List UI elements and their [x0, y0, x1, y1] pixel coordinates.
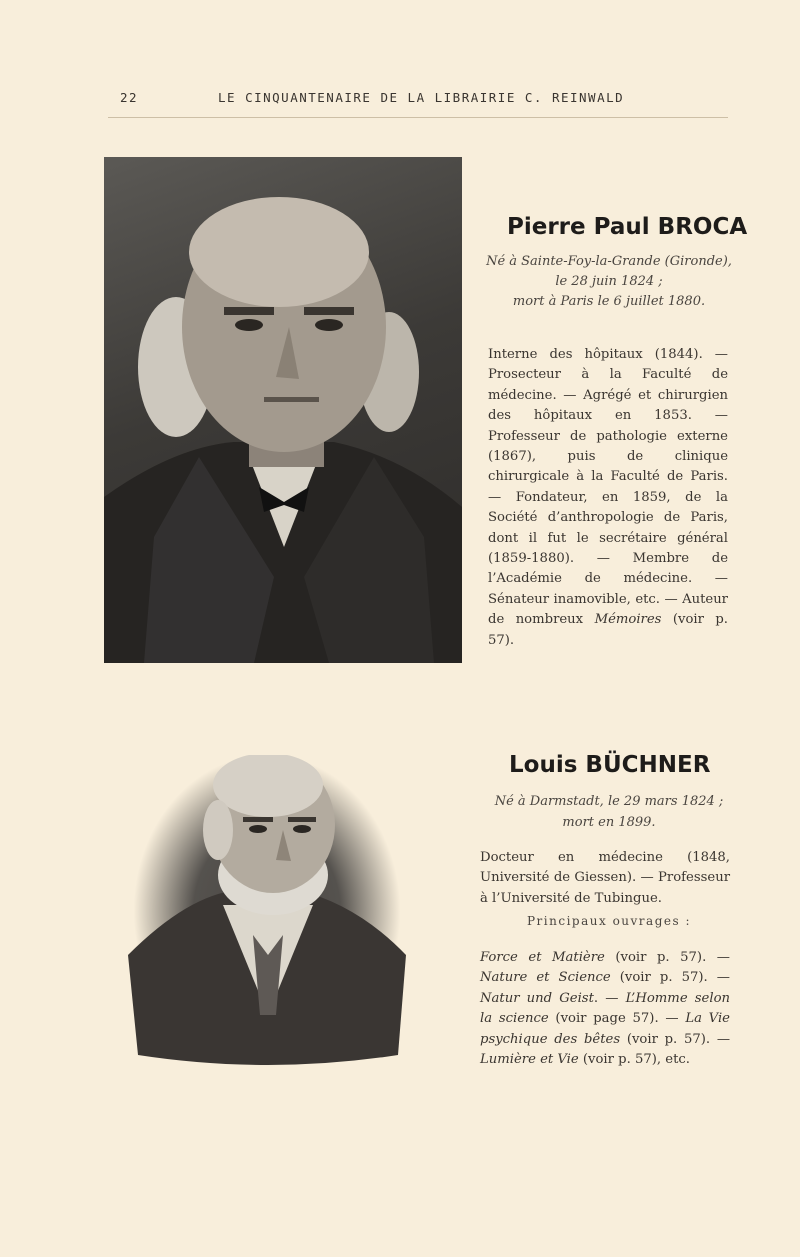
- work-nature-et-science: Nature et Science: [480, 970, 611, 986]
- running-header: [110, 90, 730, 108]
- work-ref-3: . —: [593, 990, 626, 1006]
- work-natur-und-geist: Natur und Geist: [480, 990, 594, 1006]
- broca-name: Pierre Paul BROCA: [507, 214, 748, 240]
- work-ref-4: (voir page 57). —: [548, 1011, 686, 1027]
- work-homme-selon-science: L’Homme selon la science: [480, 990, 730, 1027]
- broca-bio-ref: (voir p. 57).: [488, 612, 728, 648]
- broca-biography: [488, 345, 728, 651]
- broca-portrait-illustration: [104, 157, 462, 663]
- buchner-portrait-photo: [128, 755, 406, 1067]
- work-ref-2: (voir p. 57). —: [610, 970, 730, 986]
- buchner-works-list: [480, 948, 730, 1070]
- broca-portrait-photo: [104, 157, 462, 663]
- broca-birth-date: le 28 juin 1824 ;: [555, 274, 663, 289]
- work-ref-1: (voir p. 57). —: [604, 950, 730, 965]
- header-rule: [108, 117, 728, 118]
- work-lumiere-et-vie: Lumière et Vie: [480, 1052, 579, 1068]
- broca-bio-memoires: Mémoires: [594, 612, 662, 628]
- buchner-birth: Né à Darmstadt, le 29 mars 1824 ;: [494, 794, 724, 809]
- buchner-death: mort en 1899.: [562, 815, 656, 830]
- broca-birth-place: Né à Sainte-Foy-la-Grande (Gironde),: [486, 254, 732, 269]
- buchner-portrait-illustration: [128, 755, 406, 1067]
- buchner-name: Louis BÜCHNER: [509, 752, 711, 778]
- running-title: LE CINQUANTENAIRE DE LA LIBRAIRIE C. REINWALD: [218, 90, 625, 105]
- work-force-et-matiere: Force et Matière: [480, 950, 605, 965]
- page-number: 22: [120, 90, 139, 105]
- work-ref-5: (voir p. 57). —: [620, 1031, 731, 1047]
- work-vie-psychique: La Vie psychique des bêtes: [480, 1011, 730, 1047]
- buchner-biography: Docteur en médecine (1848, Université de Giessen). — Professeur à l’Université de Tubingue.: [480, 850, 730, 906]
- broca-death: mort à Paris le 6 juillet 1880.: [512, 294, 706, 309]
- buchner-works-heading: Principaux ouvrages :: [526, 914, 691, 928]
- broca-bio-text: Interne des hôpitaux (1844). — Prosecteur à la Faculté de médecine. — Agrégé et chirurgien des hôpitaux en 1853. — Professeur de pathologie externe (1867), puis de clinique chirurgicale à la Faculté de Paris. — Fondateur, en 1859, de la Société d’anthropologie de Paris, dont il fut le secrétaire général (1859-1880). — Membre de l’Académie de médecine. — Sénateur inamovible, etc. — Auteur de nombreux: [488, 347, 728, 628]
- work-ref-6: (voir p. 57), etc.: [578, 1052, 690, 1068]
